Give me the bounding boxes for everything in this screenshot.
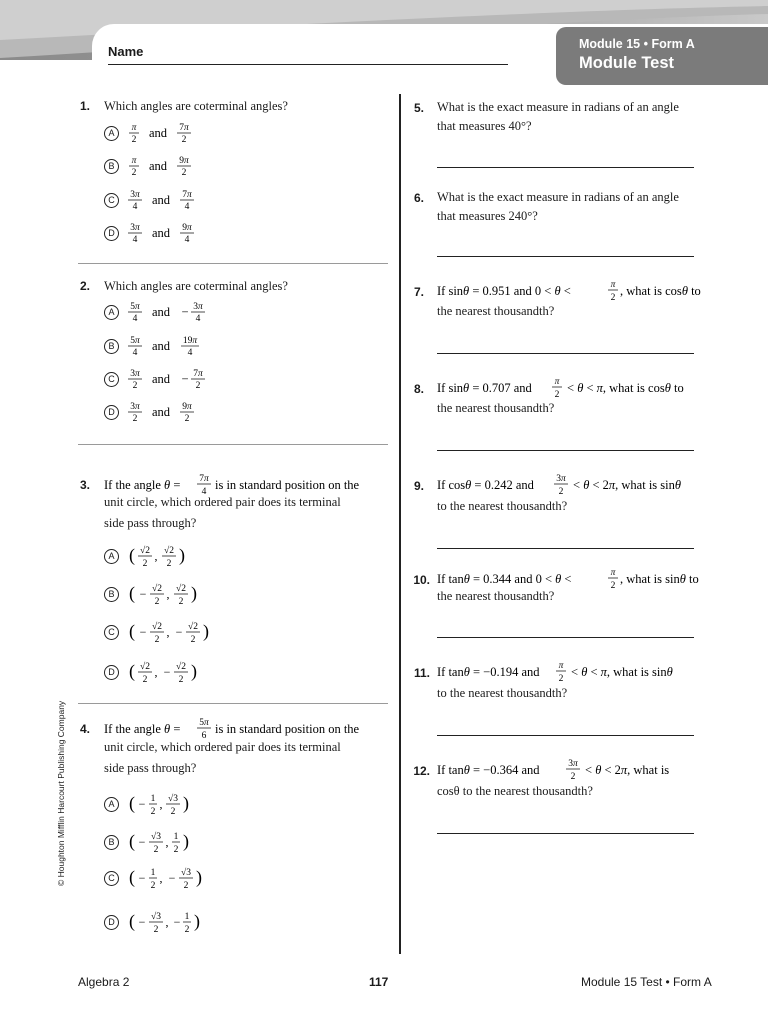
question-divider [78, 263, 388, 264]
svg-text:,: , [159, 797, 163, 811]
question-2-text: Which angles are coterminal angles? [104, 279, 288, 293]
svg-text:2: 2 [570, 772, 576, 782]
svg-text:< θ < 2π, what is: < θ < 2π, what is [585, 763, 670, 777]
option-bubble-icon[interactable]: D [104, 405, 119, 420]
question-divider [78, 703, 388, 704]
svg-text:2: 2 [154, 635, 160, 645]
svg-text:2: 2 [173, 845, 179, 855]
svg-text:2: 2 [166, 559, 172, 569]
question-4-option-c[interactable] [104, 866, 228, 890]
svg-text:(: ( [129, 583, 135, 603]
svg-text:2: 2 [184, 925, 190, 935]
svg-text:√2: √2 [176, 662, 186, 672]
question-1-number: 1. [79, 99, 90, 113]
question-9-line-1-math [437, 472, 727, 498]
svg-text:4: 4 [184, 202, 190, 212]
svg-text:2: 2 [142, 675, 148, 685]
option-bubble-icon[interactable]: C [104, 625, 119, 640]
svg-text:1: 1 [150, 868, 156, 878]
svg-text:7π: 7π [199, 474, 209, 484]
svg-text:√3: √3 [151, 832, 161, 842]
question-2-option-a[interactable] [104, 300, 208, 324]
svg-text:2: 2 [170, 807, 176, 817]
svg-text:3π: 3π [193, 302, 203, 312]
svg-text:If sinθ = 0.951 and 0 < θ <: If sinθ = 0.951 and 0 < θ < [437, 284, 571, 298]
option-bubble-icon[interactable]: D [104, 226, 119, 241]
question-4-option-d[interactable] [104, 910, 228, 934]
svg-text:< θ < π, what is cosθ to: < θ < π, what is cosθ to [567, 381, 684, 395]
svg-text:2: 2 [132, 414, 138, 424]
svg-text:π: π [558, 661, 564, 671]
svg-text:): ) [191, 661, 197, 681]
option-bubble-icon[interactable]: B [104, 339, 119, 354]
svg-text:and: and [148, 159, 168, 173]
svg-text:−: − [138, 915, 146, 929]
svg-text:,: , [165, 915, 169, 929]
option-math [128, 619, 228, 645]
svg-text:9π: 9π [182, 223, 192, 233]
svg-text:√3: √3 [168, 794, 178, 804]
question-1-option-c[interactable] [104, 188, 198, 212]
name-label: Name [108, 44, 144, 59]
svg-text:π: π [610, 280, 616, 290]
question-5-number: 5. [413, 101, 424, 115]
svg-text:and: and [151, 305, 171, 319]
svg-text:is in standard position on the: is in standard position on the [215, 478, 360, 492]
option-math [128, 221, 198, 245]
svg-text:): ) [183, 793, 189, 813]
svg-text:and: and [151, 339, 171, 353]
option-math [128, 865, 228, 891]
svg-text:2: 2 [184, 414, 190, 424]
option-math [128, 909, 228, 935]
question-7-line-2: the nearest thousandth? [437, 304, 555, 318]
option-math [128, 188, 198, 212]
svg-text:): ) [183, 831, 189, 851]
question-1-option-b[interactable] [104, 154, 198, 178]
svg-text:< θ < π, what is sinθ: < θ < π, what is sinθ [571, 665, 673, 679]
svg-text:2: 2 [153, 845, 159, 855]
svg-text:(: ( [129, 793, 135, 813]
name-input-line[interactable] [108, 64, 508, 65]
question-2-option-d[interactable] [104, 400, 208, 424]
svg-text:): ) [194, 911, 200, 931]
svg-text:4: 4 [132, 314, 138, 324]
svg-text:,: , [166, 587, 170, 601]
option-math [128, 121, 198, 145]
svg-text:2: 2 [131, 168, 137, 178]
svg-text:2: 2 [150, 807, 156, 817]
svg-text:4: 4 [187, 348, 193, 358]
option-bubble-icon[interactable]: B [104, 835, 119, 850]
svg-text:√3: √3 [181, 868, 191, 878]
option-bubble-icon[interactable]: C [104, 372, 119, 387]
svg-text:,: , [154, 665, 158, 679]
svg-text:5π: 5π [130, 302, 140, 312]
badge-line1: Module 15 • Form A [579, 37, 695, 51]
svg-text:(: ( [129, 545, 135, 565]
svg-text:(: ( [129, 661, 135, 681]
question-2-option-b[interactable] [104, 334, 208, 358]
svg-text:): ) [179, 545, 185, 565]
question-12-answer-line[interactable] [437, 833, 694, 834]
svg-text:−: − [138, 835, 146, 849]
svg-text:4: 4 [132, 348, 138, 358]
svg-text:< θ < 2π, what is sinθ: < θ < 2π, what is sinθ [573, 478, 682, 492]
question-4-line-2: unit circle, which ordered pair does its terminal [104, 740, 341, 754]
question-10-number: 10. [413, 573, 430, 587]
question-divider [78, 444, 388, 445]
option-bubble-icon[interactable]: A [104, 549, 119, 564]
option-bubble-icon[interactable]: A [104, 797, 119, 812]
svg-text:If tanθ = −0.364 and: If tanθ = −0.364 and [437, 763, 540, 777]
option-math [128, 581, 218, 607]
svg-text:): ) [203, 621, 209, 641]
svg-text:6: 6 [201, 731, 207, 741]
svg-text:2: 2 [142, 559, 148, 569]
question-6-line-2: that measures 240°? [437, 209, 538, 223]
footer-test-form: Module 15 Test • Form A [581, 975, 712, 989]
question-9-line-2: to the nearest thousandth? [437, 499, 568, 513]
svg-text:−: − [138, 871, 146, 885]
svg-text:2: 2 [190, 635, 196, 645]
question-5-answer-line[interactable] [437, 167, 694, 168]
option-math [128, 300, 208, 324]
question-5-line-1: What is the exact measure in radians of an angle [437, 100, 679, 114]
svg-text:2: 2 [153, 925, 159, 935]
question-5-line-2: that measures 40°? [437, 119, 532, 133]
svg-text:2: 2 [132, 381, 138, 391]
question-1-option-d[interactable] [104, 221, 198, 245]
option-math [128, 543, 218, 569]
svg-text:2: 2 [558, 674, 564, 684]
question-4-line-3: side pass through? [104, 761, 197, 775]
svg-text:√2: √2 [188, 622, 198, 632]
svg-text:√2: √2 [140, 662, 150, 672]
question-8-number: 8. [413, 382, 424, 396]
option-math [128, 791, 218, 817]
svg-text:2: 2 [610, 293, 616, 303]
question-3-number: 3. [79, 478, 90, 492]
question-9-answer-line[interactable] [437, 548, 694, 549]
svg-text:4: 4 [201, 487, 207, 497]
option-bubble-icon[interactable]: D [104, 665, 119, 680]
svg-text:−: − [138, 797, 146, 811]
svg-text:√2: √2 [152, 622, 162, 632]
question-6-answer-line[interactable] [437, 256, 694, 257]
question-3-option-c[interactable] [104, 620, 228, 644]
svg-text:√2: √2 [164, 546, 174, 556]
question-3-line-3: side pass through? [104, 516, 197, 530]
svg-text:19π: 19π [182, 336, 198, 346]
svg-text:−: − [139, 587, 147, 601]
option-math [128, 659, 218, 685]
svg-text:, what is cosθ to: , what is cosθ to [620, 284, 701, 298]
svg-text:If sinθ = 0.707 and: If sinθ = 0.707 and [437, 381, 532, 395]
svg-text:): ) [196, 867, 202, 887]
svg-text:4: 4 [195, 314, 201, 324]
svg-text:√2: √2 [152, 584, 162, 594]
question-4-option-b[interactable] [104, 830, 218, 854]
svg-text:2: 2 [150, 881, 156, 891]
svg-text:4: 4 [132, 202, 138, 212]
question-4-number: 4. [79, 722, 90, 736]
svg-text:2: 2 [554, 390, 560, 400]
svg-text:π: π [610, 568, 616, 578]
option-bubble-icon[interactable]: B [104, 159, 119, 174]
question-10-answer-line[interactable] [437, 637, 694, 638]
svg-text:3π: 3π [130, 402, 140, 412]
svg-text:7π: 7π [193, 369, 203, 379]
question-9-number: 9. [413, 479, 424, 493]
svg-text:1: 1 [150, 794, 156, 804]
svg-text:2: 2 [610, 581, 616, 591]
svg-text:9π: 9π [182, 402, 192, 412]
svg-text:2: 2 [181, 135, 187, 145]
svg-text:−: − [163, 665, 171, 679]
column-divider [399, 94, 401, 954]
question-6-line-1: What is the exact measure in radians of an angle [437, 190, 679, 204]
svg-text:and: and [151, 226, 171, 240]
option-math [128, 400, 208, 424]
option-math [128, 829, 218, 855]
svg-text:7π: 7π [179, 123, 189, 133]
svg-text:π: π [131, 123, 137, 133]
svg-text:,: , [166, 625, 170, 639]
question-2-option-c[interactable] [104, 367, 208, 391]
svg-text:2: 2 [183, 881, 189, 891]
svg-text:and: and [151, 372, 171, 386]
svg-text:If tanθ = −0.194 and: If tanθ = −0.194 and [437, 665, 540, 679]
svg-text:,: , [159, 871, 163, 885]
footer-page-number: 117 [369, 975, 389, 989]
svg-text:and: and [148, 126, 168, 140]
copyright-notice: © Houghton Mifflin Harcourt Publishing Company [56, 700, 66, 886]
svg-text:−: − [139, 625, 147, 639]
svg-text:√2: √2 [176, 584, 186, 594]
svg-text:7π: 7π [182, 190, 192, 200]
question-3-line-2: unit circle, which ordered pair does its terminal [104, 495, 341, 509]
svg-text:1: 1 [184, 912, 190, 922]
svg-text:and: and [151, 193, 171, 207]
option-bubble-icon[interactable]: C [104, 871, 119, 886]
option-bubble-icon[interactable]: D [104, 915, 119, 930]
question-2-number: 2. [79, 279, 90, 293]
svg-text:−: − [181, 305, 189, 319]
svg-text:3π: 3π [130, 190, 140, 200]
svg-text:(: ( [129, 911, 135, 931]
badge-line2: Module Test [579, 54, 675, 72]
question-1-text: Which angles are coterminal angles? [104, 99, 288, 113]
question-4-option-a[interactable] [104, 792, 218, 816]
svg-text:2: 2 [558, 487, 564, 497]
svg-text:,: , [165, 835, 169, 849]
option-math [128, 367, 208, 391]
svg-text:2: 2 [154, 597, 160, 607]
question-11-line-1-math [437, 659, 727, 685]
svg-text:and: and [151, 405, 171, 419]
svg-text:3π: 3π [556, 474, 566, 484]
svg-text:√2: √2 [140, 546, 150, 556]
question-12-line-1-math [437, 757, 727, 783]
svg-text:,: , [154, 549, 158, 563]
svg-text:4: 4 [184, 235, 190, 245]
module-badge [556, 27, 768, 85]
svg-text:4: 4 [132, 235, 138, 245]
option-math [128, 154, 198, 178]
question-7-answer-line[interactable] [437, 353, 694, 354]
question-12-number: 12. [413, 764, 430, 778]
svg-text:(: ( [129, 867, 135, 887]
question-3-option-a[interactable] [104, 544, 218, 568]
question-11-number: 11. [413, 666, 430, 680]
svg-text:−: − [168, 871, 176, 885]
option-bubble-icon[interactable]: B [104, 587, 119, 602]
svg-text:5π: 5π [199, 718, 209, 728]
question-3-option-d[interactable] [104, 660, 218, 684]
svg-text:If the angle θ =: If the angle θ = [104, 722, 181, 736]
option-bubble-icon[interactable]: A [104, 305, 119, 320]
question-1-option-a[interactable] [104, 121, 198, 145]
svg-text:If tanθ = 0.344 and 0 < θ <: If tanθ = 0.344 and 0 < θ < [437, 572, 572, 586]
svg-text:3π: 3π [130, 223, 140, 233]
question-11-answer-line[interactable] [437, 735, 694, 736]
question-7-number: 7. [413, 285, 424, 299]
svg-text:(: ( [129, 831, 135, 851]
option-bubble-icon[interactable]: A [104, 126, 119, 141]
question-8-answer-line[interactable] [437, 450, 694, 451]
svg-text:−: − [181, 372, 189, 386]
svg-text:2: 2 [181, 168, 187, 178]
option-bubble-icon[interactable]: C [104, 193, 119, 208]
svg-text:3π: 3π [130, 369, 140, 379]
question-12-line-2: cosθ to the nearest thousandth? [437, 784, 593, 798]
svg-text:, what is sinθ to: , what is sinθ to [620, 572, 699, 586]
svg-text:2: 2 [178, 597, 184, 607]
svg-text:is in standard position on the: is in standard position on the [215, 722, 360, 736]
svg-text:(: ( [129, 621, 135, 641]
svg-text:−: − [175, 625, 183, 639]
svg-text:2: 2 [131, 135, 137, 145]
svg-text:2: 2 [178, 675, 184, 685]
svg-text:√3: √3 [151, 912, 161, 922]
svg-text:9π: 9π [179, 156, 189, 166]
svg-text:3π: 3π [568, 759, 578, 769]
svg-text:π: π [131, 156, 137, 166]
svg-text:5π: 5π [130, 336, 140, 346]
option-math [128, 334, 208, 358]
svg-text:If cosθ = 0.242 and: If cosθ = 0.242 and [437, 478, 534, 492]
question-3-option-b[interactable] [104, 582, 218, 606]
svg-text:If the angle θ =: If the angle θ = [104, 478, 181, 492]
footer-course: Algebra 2 [78, 975, 130, 989]
question-6-number: 6. [413, 191, 424, 205]
question-10-line-2: the nearest thousandth? [437, 589, 555, 603]
question-11-line-2: to the nearest thousandth? [437, 686, 568, 700]
svg-text:1: 1 [173, 832, 179, 842]
svg-text:): ) [191, 583, 197, 603]
question-8-line-2: the nearest thousandth? [437, 401, 555, 415]
svg-text:π: π [554, 377, 560, 387]
svg-text:2: 2 [195, 381, 201, 391]
svg-text:−: − [173, 915, 181, 929]
